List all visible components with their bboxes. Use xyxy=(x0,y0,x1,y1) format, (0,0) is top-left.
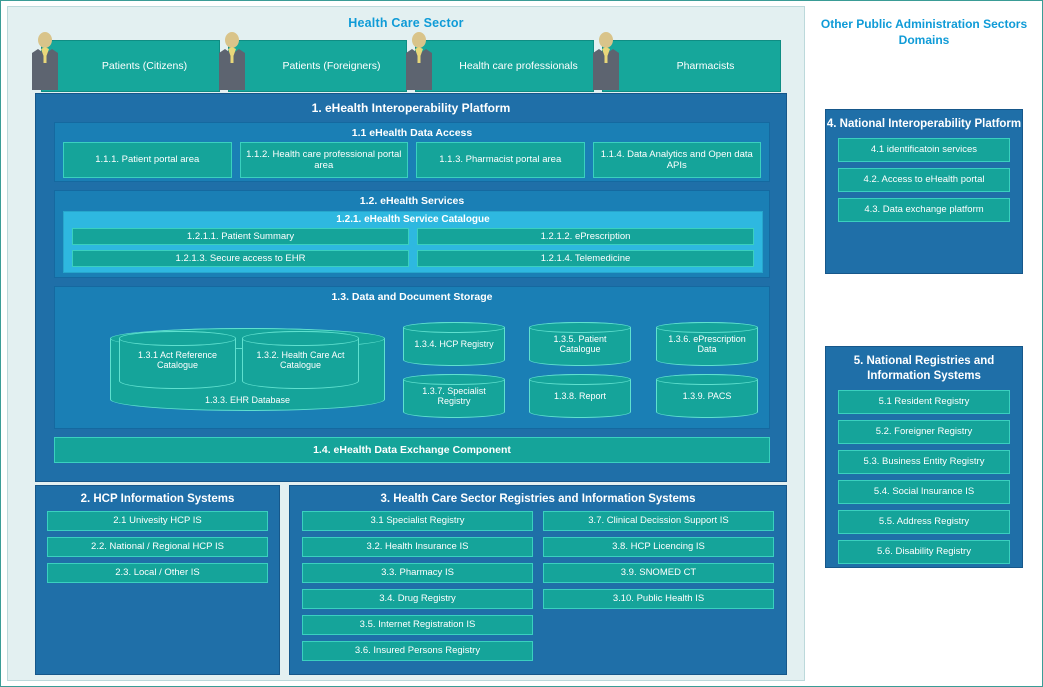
specialist-registry[interactable]: 3.1 Specialist Registry xyxy=(302,511,533,531)
foreigner-registry[interactable]: 5.2. Foreigner Registry xyxy=(838,420,1010,444)
national-registries-items xyxy=(826,390,1022,564)
cylinder-label: 1.3.5. Patient Catalogue xyxy=(553,333,607,354)
person-icon xyxy=(212,30,252,92)
ehealth-service-catalogue xyxy=(63,211,763,273)
actor-label: Patients (Foreigners) xyxy=(282,59,381,72)
cylinder-label: 1.3.1 Act Reference Catalogue xyxy=(137,349,218,370)
person-icon xyxy=(25,30,65,92)
hcp-portal-area[interactable]: 1.1.2. Health care professional portal area xyxy=(240,142,409,178)
nip-items xyxy=(826,138,1022,222)
patient-catalogue-cylinder[interactable] xyxy=(529,322,631,366)
pharmacy-is[interactable]: 3.3. Pharmacy IS xyxy=(302,563,533,583)
panel-title: 4. National Interoperability Platform xyxy=(826,118,1022,130)
ehealth-data-access-section xyxy=(54,122,770,182)
health-care-sector-title: Health Care Sector xyxy=(348,16,464,30)
data-exchange-platform[interactable]: 4.3. Data exchange platform xyxy=(838,198,1010,222)
catalogue-title: 1.2.1. eHealth Service Catalogue xyxy=(336,214,490,225)
eprescription[interactable]: 1.2.1.2. ePrescription xyxy=(417,228,754,245)
drug-registry[interactable]: 3.4. Drug Registry xyxy=(302,589,533,609)
act-reference-catalogue-cylinder[interactable] xyxy=(119,331,236,389)
hcp-information-systems-panel xyxy=(35,485,280,675)
access-to-ehealth-portal[interactable]: 4.2. Access to eHealth portal xyxy=(838,168,1010,192)
ehealth-interoperability-platform xyxy=(35,93,787,482)
report-cylinder[interactable] xyxy=(529,374,631,418)
sector-registries-right-column xyxy=(543,511,774,661)
actor-row xyxy=(41,40,781,92)
hcp-licencing-is[interactable]: 3.8. HCP Licencing IS xyxy=(543,537,774,557)
patient-portal-area[interactable]: 1.1.1. Patient portal area xyxy=(63,142,232,178)
storage-cylinders xyxy=(55,306,769,424)
identification-services[interactable]: 4.1 identificatoin services xyxy=(838,138,1010,162)
cylinder-label: 1.3.2. Health Care Act Catalogue xyxy=(256,349,345,370)
other-sectors-title: Other Public Administration Sectors Domains xyxy=(820,17,1028,48)
social-insurance-is[interactable]: 5.4. Social Insurance IS xyxy=(838,480,1010,504)
platform-title: 1. eHealth Interoperability Platform xyxy=(311,101,511,115)
actor-label: Health care professionals xyxy=(459,59,578,72)
cylinder-label: 1.3.9. PACS xyxy=(682,390,732,401)
person-icon xyxy=(586,30,626,92)
health-care-sector-panel xyxy=(7,6,805,681)
public-health-is[interactable]: 3.10. Public Health IS xyxy=(543,589,774,609)
other-sectors-panel xyxy=(811,6,1037,681)
data-access-items xyxy=(55,142,769,178)
pharmacist-portal-area[interactable]: 1.1.3. Pharmacist portal area xyxy=(416,142,585,178)
health-insurance-is[interactable]: 3.2. Health Insurance IS xyxy=(302,537,533,557)
ehealth-services-section xyxy=(54,190,770,278)
actor-pharmacists[interactable] xyxy=(602,40,781,92)
hcp-is-items xyxy=(36,511,279,583)
ehealth-data-exchange-component[interactable] xyxy=(54,437,770,463)
data-document-storage-section xyxy=(54,286,770,429)
national-interoperability-platform-panel xyxy=(825,109,1023,274)
actor-label: Patients (Citizens) xyxy=(101,59,188,72)
section-title: 1.1 eHealth Data Access xyxy=(351,127,473,139)
health-care-act-catalogue-cylinder[interactable] xyxy=(242,331,359,389)
actor-patients-citizens[interactable] xyxy=(41,40,220,92)
business-entity-registry[interactable]: 5.3. Business Entity Registry xyxy=(838,450,1010,474)
data-analytics-open-data-apis[interactable]: 1.1.4. Data Analytics and Open data APIs xyxy=(593,142,762,178)
sector-registries-left-column xyxy=(302,511,533,661)
resident-registry[interactable]: 5.1 Resident Registry xyxy=(838,390,1010,414)
cylinder-label: 1.3.3. EHR Database xyxy=(204,394,291,405)
clinical-decision-support-is[interactable]: 3.7. Clinical Decission Support IS xyxy=(543,511,774,531)
telemedicine[interactable]: 1.2.1.4. Telemedicine xyxy=(417,250,754,267)
cylinder-label: 1.3.7. Specialist Registry xyxy=(422,385,486,406)
specialist-registry-cylinder[interactable] xyxy=(403,374,505,418)
panel-title: 3. Health Care Sector Registries and Information Systems xyxy=(380,493,696,505)
section-title: 1.2. eHealth Services xyxy=(359,195,465,207)
address-registry[interactable]: 5.5. Address Registry xyxy=(838,510,1010,534)
snomed-ct[interactable]: 3.9. SNOMED CT xyxy=(543,563,774,583)
university-hcp-is[interactable]: 2.1 Univesity HCP IS xyxy=(47,511,268,531)
health-care-sector-registries-panel xyxy=(289,485,787,675)
eprescription-data-cylinder[interactable] xyxy=(656,322,758,366)
panel-title: 2. HCP Information Systems xyxy=(80,493,235,505)
patient-summary[interactable]: 1.2.1.1. Patient Summary xyxy=(72,228,409,245)
actor-patients-foreigners[interactable] xyxy=(228,40,407,92)
disability-registry[interactable]: 5.6. Disability Registry xyxy=(838,540,1010,564)
section-title: 1.4. eHealth Data Exchange Component xyxy=(313,444,511,456)
cylinder-label: 1.3.4. HCP Registry xyxy=(414,338,494,349)
local-other-is[interactable]: 2.3. Local / Other IS xyxy=(47,563,268,583)
cylinder-label: 1.3.6. ePrescription Data xyxy=(668,333,746,354)
sector-registries-columns xyxy=(290,511,786,661)
national-regional-hcp-is[interactable]: 2.2. National / Regional HCP IS xyxy=(47,537,268,557)
hcp-registry-cylinder[interactable] xyxy=(403,322,505,366)
catalogue-items xyxy=(64,228,762,267)
panel-title: 5. National Registries and Information Systems xyxy=(853,355,995,382)
insured-persons-registry[interactable]: 3.6. Insured Persons Registry xyxy=(302,641,533,661)
actor-health-care-professionals[interactable] xyxy=(415,40,594,92)
internet-registration-is[interactable]: 3.5. Internet Registration IS xyxy=(302,615,533,635)
national-registries-panel xyxy=(825,346,1023,568)
person-icon xyxy=(399,30,439,92)
cylinder-label: 1.3.8. Report xyxy=(553,390,607,401)
secure-access-to-ehr[interactable]: 1.2.1.3. Secure access to EHR xyxy=(72,250,409,267)
pacs-cylinder[interactable] xyxy=(656,374,758,418)
actor-label: Pharmacists xyxy=(676,59,735,72)
section-title: 1.3. Data and Document Storage xyxy=(331,291,493,303)
